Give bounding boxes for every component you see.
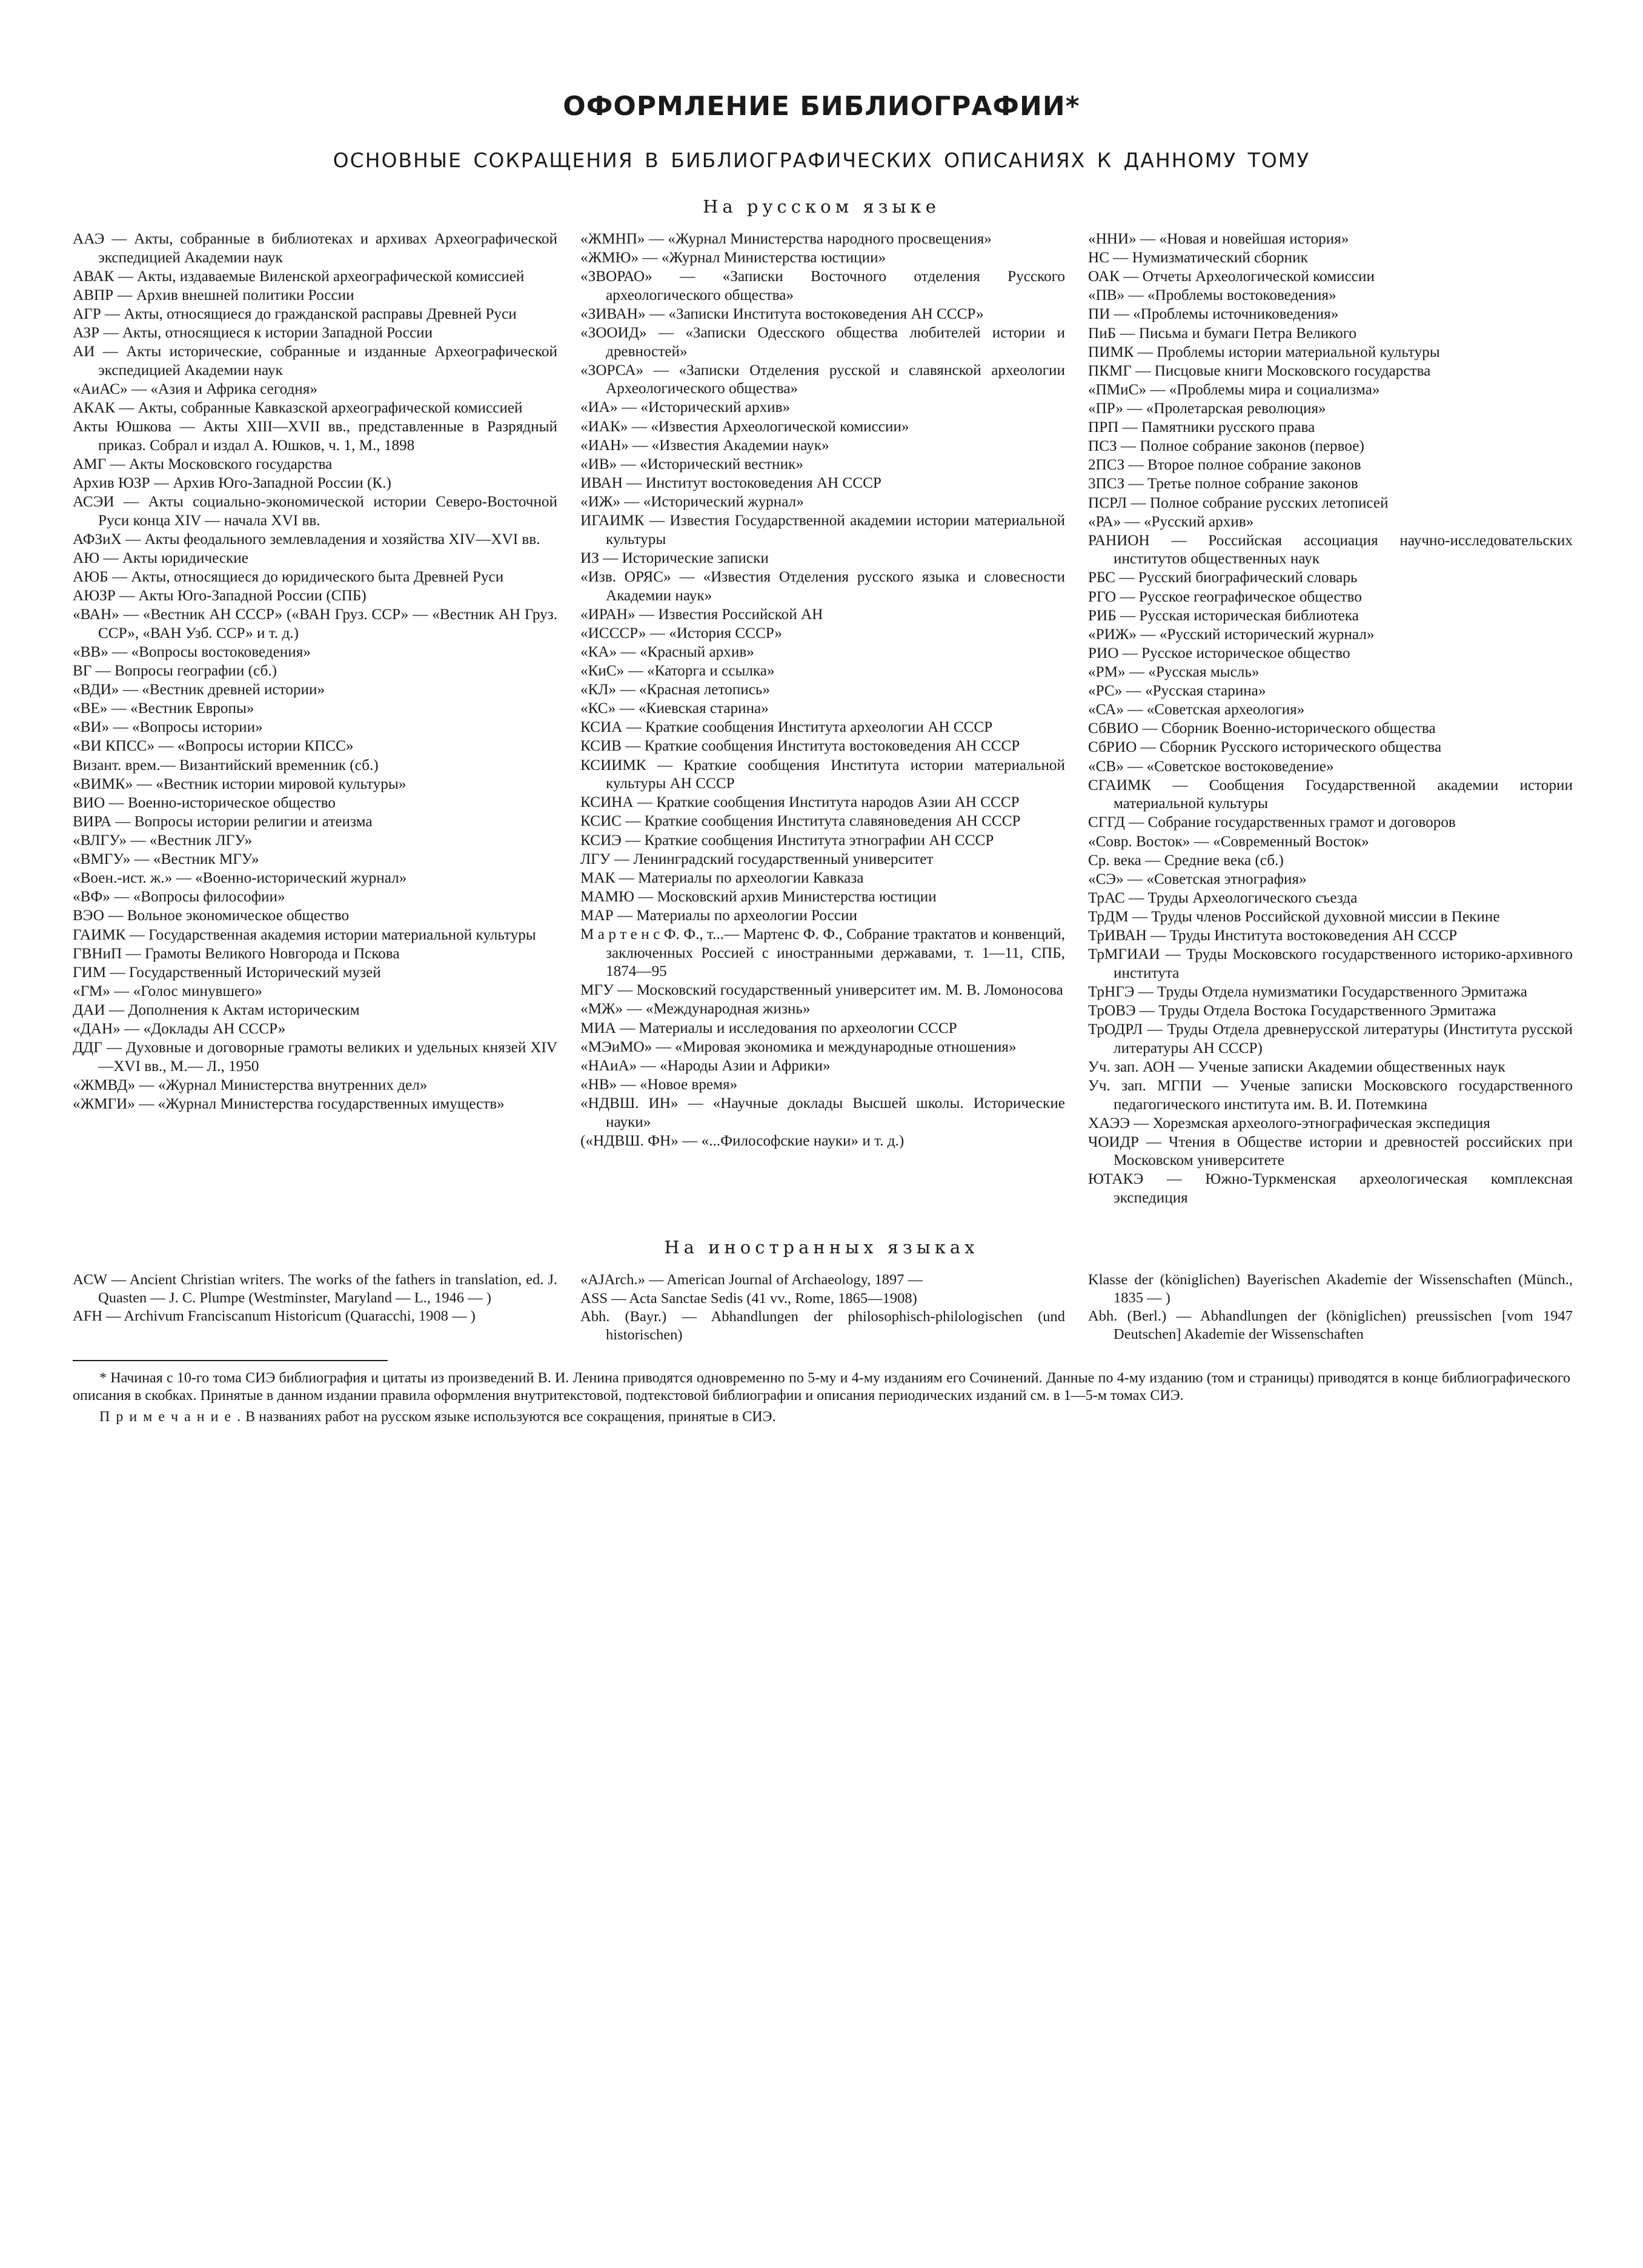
abbreviation-entry: АФЗиХ — Акты феодального землевладения и хозяйства XIV—XVI вв. (73, 531, 540, 548)
abbreviation-entry: ГИМ — Государственный Исторический музей (73, 964, 381, 981)
abbreviation-entry: «ЗООИД» — «Записки Одесского общества любителей истории и древностей» (580, 325, 1065, 360)
abbreviation-entry: ТрНГЭ — Труды Отдела нумизматики Государственного Эрмитажа (1088, 983, 1527, 1000)
abbreviation-entry: ПИМК — Проблемы истории материальной культуры (1088, 343, 1440, 360)
abbreviation-entry: «ВИ» — «Вопросы истории» (73, 719, 263, 736)
abbreviation-entry: Визант. врем.— Византийский временник (сб.) (73, 757, 379, 774)
abbreviation-entry: «ВМГУ» — «Вестник МГУ» (73, 851, 259, 868)
abbreviation-entry: «ННИ» — «Новая и новейшая история» (1088, 231, 1349, 247)
abbreviation-entry: АИ — Акты исторические, собранные и изданные Археографической экспедицией Академии наук (73, 343, 557, 379)
abbreviation-entry: ПиБ — Письма и бумаги Петра Великого (1088, 325, 1357, 342)
abbreviation-entry: «ЖМНП» — «Журнал Министерства народного просвещения» (580, 231, 992, 247)
footnote-note (73, 1408, 1570, 1426)
foreign-abbreviation-columns (73, 1271, 1573, 1344)
abbreviation-entry: «РА» — «Русский архив» (1088, 513, 1254, 530)
abbreviation-entry: «ДАН» — «Доклады АН СССР» (73, 1021, 286, 1038)
abbreviation-entry: ВГ — Вопросы географии (сб.) (73, 663, 277, 680)
abbreviation-entry: Ср. века — Средние века (сб.) (1088, 852, 1284, 869)
abbreviation-entry: ЮТАКЭ — Южно-Туркменская археологическая комплексная экспедиция (1088, 1171, 1573, 1207)
abbreviation-entry: Акты Юшкова — Акты XIII—XVII вв., представленные в Разрядный приказ. Собрал и издал А. Юшков, ч. 1, М., 1898 (73, 419, 557, 454)
abbreviation-entry: «СВ» — «Советское востоковедение» (1088, 758, 1334, 775)
page-subtitle: ОСНОВНЫЕ СОКРАЩЕНИЯ В БИБЛИОГРАФИЧЕСКИХ ОПИСАНИЯХ К ДАННОМУ ТОМУ (333, 148, 1310, 172)
abbreviation-entry: СГГД — Собрание государственных грамот и договоров (1088, 814, 1456, 831)
abbreviation-entry: «ИВ» — «Исторический вестник» (580, 456, 803, 472)
abbreviation-entry: РИБ — Русская историческая библиотека (1088, 607, 1359, 624)
abbreviation-entry: «ВФ» — «Вопросы философии» (73, 889, 285, 906)
abbreviation-entry: ASS — Acta Sanctae Sedis (41 vv., Rome, 1865—1908) (580, 1290, 917, 1307)
abbreviation-entry: СГАИМК — Сообщения Государственной академии истории материальной культуры (1088, 777, 1573, 812)
abbreviation-entry: СбРИО — Сборник Русского исторического общества (1088, 739, 1442, 756)
abbreviation-entry: Архив ЮЗР — Архив Юго-Западной России (К.) (73, 474, 391, 491)
abbreviation-entry: «ВЛГУ» — «Вестник ЛГУ» (73, 832, 253, 849)
abbreviation-entry: «НДВШ. ИН» — «Научные доклады Высшей школы. Исторические науки» (580, 1095, 1065, 1130)
abbreviation-entry: ПСЗ — Полное собрание законов (первое) (1088, 438, 1364, 455)
abbreviation-entry: «АиАС» — «Азия и Африка сегодня» (73, 380, 317, 397)
abbreviation-entry: «ЖМЮ» — «Журнал Министерства юстиции» (580, 250, 886, 267)
abbreviation-entry: «НВ» — «Новое время» (580, 1076, 738, 1093)
abbreviation-entry: АЮЗР — Акты Юго-Западной России (СПБ) (73, 588, 367, 605)
abbreviation-entry: НС — Нумизматический сборник (1088, 250, 1308, 267)
abbreviation-entry: МАР — Материалы по археологии России (580, 907, 857, 924)
abbreviation-entry: «МЖ» — «Международная жизнь» (580, 1001, 811, 1018)
abbreviation-entry: ГАИМК — Государственная академия истории материальной культуры (73, 926, 536, 943)
abbreviation-entry: ТрИВАН — Труды Института востоковедения АН СССР (1088, 927, 1458, 944)
abbreviation-entry: «КЛ» — «Красная летопись» (580, 681, 770, 698)
abbreviation-entry: ТрМГИАИ — Труды Московского государственного историко-архивного института (1088, 946, 1573, 981)
footnote-star: * Начиная с 10-го тома СИЭ библиография и цитаты из произведений В. И. Ленина приводятся одновременно по 5-му и 4-му изданиям его Сочинений. Данные по 4-му изданию (том и страницы) приводятся в конце библиографического описания в скобках. Принятые в данном издании правила оформления внутритекстовой, подтекстовой библиографии и описания периодических изданий см. в 1—5-м томах СИЭ. (73, 1370, 1570, 1404)
abbreviation-entry: «РМ» — «Русская мысль» (1088, 664, 1260, 681)
footnote-divider (73, 1360, 388, 1361)
abbreviation-entry: «КА» — «Красный архив» (580, 643, 754, 660)
abbreviation-entry: МАК — Материалы по археологии Кавказа (580, 869, 864, 886)
abbreviation-entry: «Воен.-ист. ж.» — «Военно-исторический журнал» (73, 870, 407, 887)
abbreviation-entry: «КиС» — «Каторга и ссылка» (580, 663, 775, 680)
abbreviation-entry: «ВДИ» — «Вестник древней истории» (73, 681, 325, 698)
abbreviation-entry: РБС — Русский биографический словарь (1088, 569, 1358, 586)
abbreviation-entry: «ИА» — «Исторический архив» (580, 399, 791, 416)
abbreviation-entry: АЗР — Акты, относящиеся к истории Западной России (73, 325, 433, 342)
abbreviation-entry: «ГМ» — «Голос минувшего» (73, 983, 262, 1000)
abbreviation-entry: «Изв. ОРЯС» — «Известия Отделения русского языка и словесности Академии наук» (580, 568, 1065, 604)
abbreviation-entry: Abh. (Berl.) — Abhandlungen der (königlichen) preussischen [vom 1947 Deutschen] Akademie der Wissenschaften (1088, 1308, 1573, 1343)
foreign-column-3 (1088, 1271, 1573, 1344)
abbreviation-entry: АСЭИ — Акты социально-экономической истории Северо-Восточной Руси конца XIV — начала XVI вв. (73, 494, 557, 529)
abbreviation-entry: 3ПСЗ — Третье полное собрание законов (1088, 476, 1358, 492)
abbreviation-entry: «ЗИВАН» — «Записки Института востоковедения АН СССР» (580, 305, 984, 322)
abbreviation-entry: «AJArch.» — American Journal of Archaeology, 1897 — (580, 1272, 923, 1288)
abbreviation-entry: СбВИО — Сборник Военно-исторического общества (1088, 720, 1436, 737)
abbreviation-entry: «ВЕ» — «Вестник Европы» (73, 700, 254, 717)
foreign-column-1 (73, 1271, 557, 1326)
section-heading-foreign: На иностранных языках (664, 1237, 979, 1258)
abbreviation-entry: «ИСССР» — «История СССР» (580, 625, 783, 642)
abbreviation-entry: ТрОДРЛ — Труды Отдела древнерусской литературы (Института русской литературы АН СССР) (1088, 1021, 1573, 1056)
abbreviation-entry: («НДВШ. ФН» — «...Философские науки» и т. д.) (580, 1132, 904, 1149)
abbreviation-entry: «ИАН» — «Известия Академии наук» (580, 437, 829, 454)
abbreviation-entry: «СЭ» — «Советская этнография» (1088, 870, 1307, 887)
abbreviation-entry: ААЭ — Акты, собранные в библиотеках и архивах Археографической экспедицией Академии наук (73, 231, 557, 266)
abbreviation-entry: «ВИМК» — «Вестник истории мировой культуры» (73, 775, 407, 792)
footnote-note-label: П р и м е ч а н и е . (99, 1408, 242, 1425)
abbreviation-entry: «ВИ КПСС» — «Вопросы истории КПСС» (73, 738, 354, 755)
abbreviation-entry: КСИЭ — Краткие сообщения Института этнографии АН СССР (580, 832, 994, 849)
abbreviation-entry: КСИА — Краткие сообщения Института археологии АН СССР (580, 719, 993, 736)
abbreviation-entry: ЛГУ — Ленинградский государственный университет (580, 850, 934, 867)
abbreviation-entry: КСИВ — Краткие сообщения Института востоковедения АН СССР (580, 738, 1020, 755)
russian-column-3 (1088, 230, 1573, 1208)
abbreviation-entry: ДАИ — Дополнения к Актам историческим (73, 1001, 360, 1018)
abbreviation-entry: ВИО — Военно-историческое общество (73, 794, 336, 811)
abbreviation-entry: РГО — Русское географическое общество (1088, 588, 1362, 605)
abbreviation-entry: «ВАН» — «Вестник АН СССР» («ВАН Груз. ССР» — «Вестник АН Груз. ССР», «ВАН Узб. ССР» и т. д.) (73, 606, 557, 642)
abbreviation-entry: КСИИМК — Краткие сообщения Института истории материальной культуры АН СССР (580, 757, 1065, 792)
abbreviation-entry: Уч. зап. АОН — Ученые записки Академии общественных наук (1088, 1058, 1505, 1075)
abbreviation-entry: «СА» — «Советская археология» (1088, 701, 1305, 718)
abbreviation-entry: ЧОИДР — Чтения в Обществе истории и древностей российских при Московском университете (1088, 1133, 1573, 1169)
abbreviation-entry: ТрАС — Труды Археологического съезда (1088, 889, 1358, 906)
russian-column-2 (580, 230, 1065, 1151)
footnotes (73, 1370, 1570, 1425)
abbreviation-entry: AFH — Archivum Franciscanum Historicum (Quaracchi, 1908 — ) (73, 1308, 476, 1325)
abbreviation-entry: КСИНА — Краткие сообщения Института народов Азии АН СССР (580, 794, 1020, 811)
abbreviation-entry: «РС» — «Русская старина» (1088, 683, 1266, 700)
abbreviation-entry: КСИС — Краткие сообщения Института славяноведения АН СССР (580, 813, 1021, 830)
abbreviation-entry: Abh. (Bayr.) — Abhandlungen der philosophisch-philologischen (und historischen) (580, 1308, 1065, 1343)
abbreviation-entry: АВАК — Акты, издаваемые Виленской археографической комиссией (73, 268, 525, 285)
abbreviation-entry: «ПМиС» — «Проблемы мира и социализма» (1088, 381, 1380, 398)
abbreviation-entry: «ЖМВД» — «Журнал Министерства внутренних дел» (73, 1076, 428, 1093)
abbreviation-entry: «ИРАН» — Известия Российской АН (580, 606, 823, 623)
abbreviation-entry: РИО — Русское историческое общество (1088, 645, 1350, 662)
abbreviation-entry: Klasse der (königlichen) Bayerischen Akademie der Wissenschaften (Münch., 1835 — ) (1088, 1272, 1573, 1307)
russian-column-1 (73, 230, 557, 1114)
abbreviation-entry: М а р т е н с Ф. Ф., т...— Мартенс Ф. Ф., Собрание трактатов и конвенций, заключенных Россией с иностранными державами, т. 1—11, СПБ, 1874—95 (580, 926, 1065, 980)
abbreviation-entry: ИГАИМК — Известия Государственной академии истории материальной культуры (580, 512, 1065, 548)
abbreviation-entry: «ЖМГИ» — «Журнал Министерства государственных имуществ» (73, 1096, 505, 1113)
abbreviation-entry: ИВАН — Институт востоковедения АН СССР (580, 474, 881, 491)
abbreviation-entry: ТрОВЭ — Труды Отдела Востока Государственного Эрмитажа (1088, 1002, 1496, 1019)
abbreviation-entry: «ИЖ» — «Исторический журнал» (580, 494, 804, 511)
abbreviation-entry: АМГ — Акты Московского государства (73, 456, 333, 472)
abbreviation-entry: «Совр. Восток» — «Современный Восток» (1088, 833, 1369, 850)
abbreviation-entry: ОАК — Отчеты Археологической комиссии (1088, 268, 1375, 285)
abbreviation-entry: МАМЮ — Московский архив Министерства юстиции (580, 888, 937, 905)
abbreviation-entry: МГУ — Московский государственный университет им. М. В. Ломоносова (580, 982, 1063, 999)
section-heading-russian: На русском языке (703, 196, 940, 217)
abbreviation-entry: ТрДМ — Труды членов Российской духовной миссии в Пекине (1088, 908, 1500, 925)
abbreviation-entry: ХАЭЭ — Хорезмская археолого-этнографическая экспедиция (1088, 1115, 1490, 1132)
abbreviation-entry: ПРП — Памятники русского права (1088, 419, 1315, 436)
abbreviation-entry: «МЭиМО» — «Мировая экономика и международные отношения» (580, 1038, 1017, 1055)
abbreviation-entry: «ПВ» — «Проблемы востоковедения» (1088, 287, 1336, 304)
abbreviation-entry: МИА — Материалы и исследования по археологии СССР (580, 1020, 957, 1036)
abbreviation-entry: ПСРЛ — Полное собрание русских летописей (1088, 494, 1389, 511)
abbreviation-entry: ИЗ — Исторические записки (580, 549, 769, 566)
abbreviation-entry: АГР — Акты, относящиеся до гражданской расправы Древней Руси (73, 305, 517, 322)
abbreviation-entry: ВИРА — Вопросы истории религии и атеизма (73, 813, 373, 830)
abbreviation-entry: «КС» — «Киевская старина» (580, 700, 769, 717)
foreign-column-2 (580, 1271, 1065, 1344)
page-title: ОФОРМЛЕНИЕ БИБЛИОГРАФИИ* (563, 91, 1080, 122)
abbreviation-entry: «ИАК» — «Известия Археологической комиссии» (580, 418, 909, 435)
abbreviation-entry: РАНИОН — Российская ассоциация научно-исследовательских институтов общественных наук (1088, 532, 1573, 568)
abbreviation-entry: ВЭО — Вольное экономическое общество (73, 907, 350, 924)
abbreviation-entry: 2ПСЗ — Второе полное собрание законов (1088, 457, 1361, 474)
abbreviation-entry: «ПР» — «Пролетарская революция» (1088, 400, 1326, 417)
abbreviation-entry: ПИ — «Проблемы источниковедения» (1088, 306, 1339, 323)
russian-abbreviation-columns (73, 230, 1573, 1208)
abbreviation-entry: «ЗВОРАО» — «Записки Восточного отделения Русского археологического общества» (580, 268, 1065, 303)
abbreviation-entry: ACW — Ancient Christian writers. The works of the fathers in translation, ed. J. Quasten — J. C. Plumpe (Westminster, Maryland — L., 1946 — ) (73, 1272, 557, 1307)
abbreviation-entry: ДДГ — Духовные и договорные грамоты великих и удельных князей XIV—XVI вв., М.— Л., 1950 (73, 1040, 557, 1075)
abbreviation-entry: «ЗОРСА» — «Записки Отделения русской и славянской археологии Археологического общества» (580, 362, 1065, 397)
abbreviation-entry: АКАК — Акты, собранные Кавказской археографической комиссией (73, 399, 523, 416)
abbreviation-entry: АЮ — Акты юридические (73, 549, 248, 566)
abbreviation-entry: «РИЖ» — «Русский исторический журнал» (1088, 626, 1375, 643)
abbreviation-entry: «ВВ» — «Вопросы востоковедения» (73, 643, 311, 660)
abbreviation-entry: Уч. зап. МГПИ — Ученые записки Московского государственного педагогического института им. В. И. Потемкина (1088, 1077, 1573, 1113)
abbreviation-entry: ПКМГ — Писцовые книги Московского государства (1088, 362, 1431, 379)
abbreviation-entry: АЮБ — Акты, относящиеся до юридического быта Древней Руси (73, 568, 504, 585)
abbreviation-entry: АВПР — Архив внешней политики России (73, 287, 354, 303)
footnote-note-text: В названиях работ на русском языке используются все сокращения, принятые в СИЭ. (245, 1408, 776, 1425)
abbreviation-entry: «НАиА» — «Народы Азии и Африки» (580, 1057, 831, 1074)
abbreviation-entry: ГВНиП — Грамоты Великого Новгорода и Пскова (73, 945, 400, 962)
